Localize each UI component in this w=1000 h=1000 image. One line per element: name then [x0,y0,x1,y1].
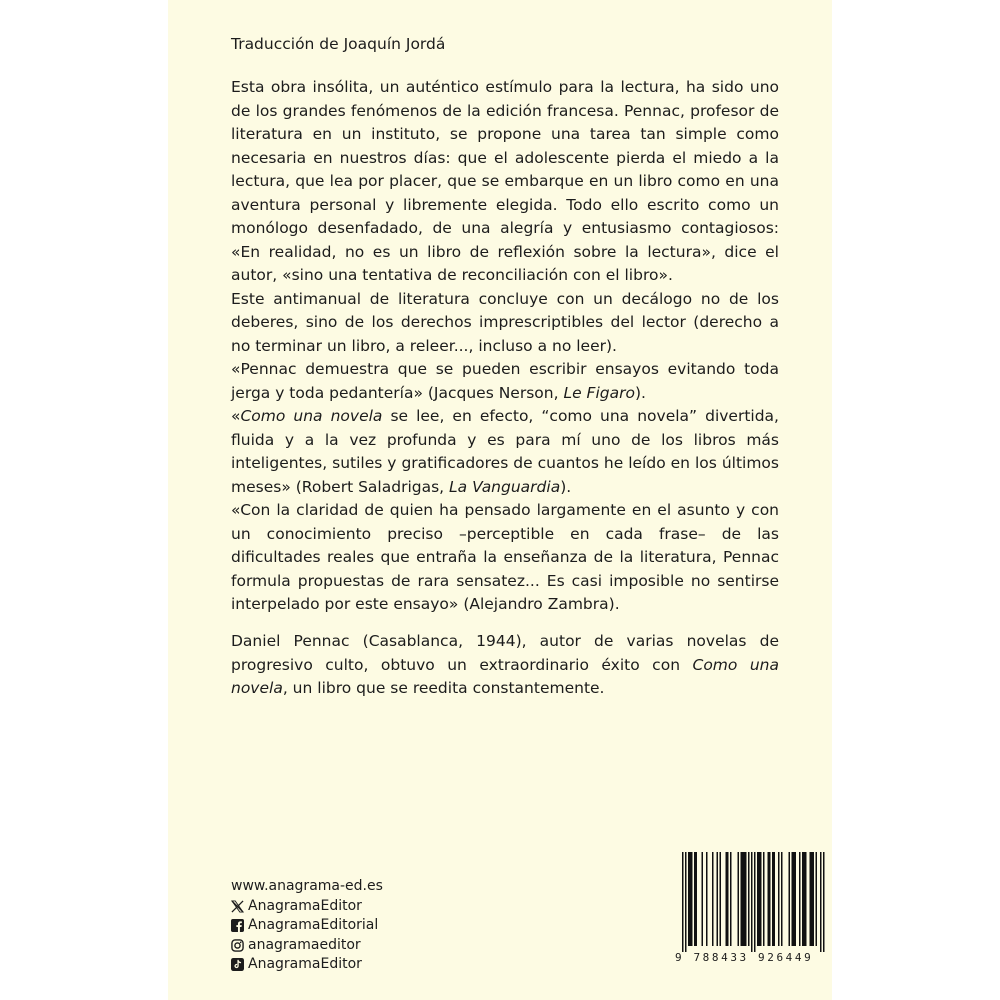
instagram-handle: anagramaeditor [248,936,361,953]
book-title: Como una novela [231,655,780,697]
barcode-bar [795,852,797,946]
instagram-account[interactable] [231,936,383,956]
barcode-bar [751,852,753,952]
translator-credit: Traducción de Joaquín Jordá [231,35,446,53]
barcode-bar [774,852,776,946]
barcode-bar [712,852,714,946]
isbn-barcode [675,852,827,964]
barcode-bar [706,852,708,946]
barcode-bar [688,852,690,946]
tiktok-icon [231,958,244,971]
barcode-bar [702,852,704,946]
barcode-bar [745,852,747,946]
barcode-bar [691,852,693,946]
barcode-bar [802,852,804,946]
barcode-bar [789,852,791,946]
barcode-bar [682,852,684,952]
barcode-bar [811,852,813,946]
barcode-bar [772,852,774,946]
barcode-bar [754,852,756,952]
barcode-bar [759,852,761,946]
barcode-bar [820,852,822,952]
barcode-bar [823,852,825,952]
publisher-contacts [231,877,383,975]
barcode-bar [727,852,729,946]
barcode-bar [805,852,807,946]
review-le-figaro [231,358,779,405]
review-end: ). [560,477,572,496]
barcode-bar [738,852,740,946]
website-text: www.anagrama-ed.es [231,878,383,894]
x-handle: AnagramaEditor [248,897,362,914]
barcode-bar [781,852,783,946]
author-bio [231,630,779,701]
barcode-bar [726,852,728,946]
barcode-bar [742,852,744,946]
barcode-bar [768,852,770,946]
instagram-icon [231,939,244,952]
review-source: La Vanguardia [449,477,561,496]
facebook-account[interactable] [231,916,383,936]
x-account[interactable] [231,897,383,917]
review-text: se lee, en efecto, “como una novela” divertida, fluida y a la vez profunda y es para mí uno de los libros más inteligentes, sutiles y gratificadores de cuantos he leído en los últimos meses» (Robert Saladrigas, [231,407,779,496]
barcode-bar [816,852,818,946]
barcode-bar [720,852,722,946]
isbn-digits: 9 788433 926449 [675,951,814,964]
barcode-bars [675,852,827,952]
barcode-bar [696,852,698,946]
barcode-bar [769,852,771,946]
barcode-bar [748,852,750,946]
barcode-bar [744,852,746,946]
barcode-bar [763,852,765,946]
blurb-paragraph-2: Este antimanual de literatura concluye con un decálogo no de los deberes, sino de los derechos imprescriptibles del lector (derecho a no terminar un libro, a releer..., incluso a no leer). [231,289,779,355]
barcode-bar [793,852,795,946]
barcode-bar [730,852,732,946]
barcode-bar [694,852,696,946]
facebook-icon [231,919,244,932]
barcode-bar [804,852,806,946]
review-open-quote: « [231,407,241,425]
book-title: Como una novela [240,407,383,425]
review-la-vanguardia [231,405,779,499]
x-logo-icon [231,900,244,913]
tiktok-account[interactable] [231,955,383,975]
barcode-bar [757,852,759,946]
blurb [231,76,779,617]
review-source: Le Figaro [563,383,635,402]
barcode-bar [810,852,812,946]
bio-text: Daniel Pennac (Casablanca, 1944), autor de varias novelas de progresivo culto, obtuvo un extraordinario éxito con [231,632,779,674]
barcode-bar [760,852,762,946]
barcode-bar [717,852,719,946]
facebook-handle: AnagramaEditorial [248,917,379,933]
blurb-paragraph-1: Esta obra insólita, un auténtico estímulo para la lectura, ha sido uno de los grandes fenómenos de la edición francesa. Pennac, profesor de literatura en un instituto, se propone una tarea tan simple como necesaria en nuestros días: que el adolescente pierda el miedo a la lectura, que lea por placer, que se embarque en un libro como en una aventura personal y libremente elegida. Todo ello escrito como un monólogo desenfadado, de una alegría y entusiasmo contagiosos: «En realidad, no es un libro de reflexión sobre la lectura», dice el autor, «sino una tentativa de reconciliación con el libro». [231,78,779,284]
barcode-bar [685,852,687,952]
barcode-bar [690,852,692,946]
website-link[interactable] [231,877,383,897]
barcode-bar [778,852,780,946]
review-end: ). [634,383,646,402]
review-zambra: «Con la claridad de quien ha pensado largamente en el asunto y con un conocimiento preciso –perceptible en cada frase– de las dificultades reales que entraña la enseñanza de la literatura, Pennac formula propuestas de rara sensatez... Es casi imposible no sentirse interpelado por este ensayo» (Alejandro Zambra). [231,501,779,613]
barcode-bar [792,852,794,946]
bio-end: , un libro que se reedita constantemente. [282,679,605,697]
review-text: «Pennac demuestra que se pueden escribir ensayos evitando toda jerga y toda pedantería» (Jacques Nerson, [231,360,779,402]
barcode-bar [813,852,815,946]
barcode-bar [741,852,743,946]
tiktok-handle: AnagramaEditor [248,956,362,972]
barcode-bar [799,852,801,946]
